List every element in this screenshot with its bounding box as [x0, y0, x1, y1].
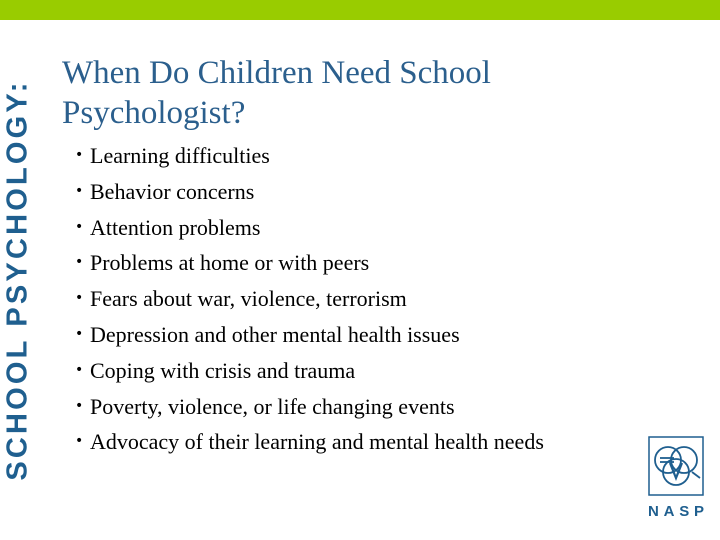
logo-letter: P	[693, 502, 704, 520]
logo-letter: A	[663, 502, 675, 520]
bullet-icon: •	[75, 433, 84, 450]
nasp-logo-letters	[648, 498, 704, 524]
bullet-icon: •	[75, 182, 84, 199]
bullet-item: • Advocacy of their learning and mental health needs	[75, 424, 715, 460]
bullet-item: • Poverty, violence, or life changing events	[75, 389, 715, 425]
bullet-item: • Depression and other mental health issues	[75, 317, 715, 353]
bullet-icon: •	[75, 147, 84, 163]
bullet-item: • Problems at home or with peers	[75, 245, 715, 281]
bullet-item: • Fears about war, violence, terrorism	[75, 281, 715, 317]
bullet-list	[75, 138, 715, 460]
logo-letter: N	[648, 502, 659, 520]
bullet-item: • Learning difficulties	[75, 138, 715, 174]
bullet-item: • Attention problems	[75, 210, 715, 246]
bullet-icon: •	[75, 218, 84, 235]
nasp-emblem-icon	[648, 436, 704, 496]
top-accent-bar	[0, 0, 720, 20]
side-banner	[0, 20, 36, 540]
bullet-icon: •	[75, 325, 84, 342]
bullet-item: • Behavior concerns	[75, 174, 715, 210]
nasp-logo	[648, 436, 704, 526]
side-banner-label: SCHOOL PSYCHOLOGY:	[1, 79, 34, 481]
slide-title: When Do Children Need School Psychologist?	[62, 55, 491, 131]
bullet-icon: •	[75, 290, 84, 307]
logo-letter: S	[679, 502, 690, 520]
bullet-icon: •	[75, 361, 84, 378]
bullet-icon: •	[75, 397, 84, 414]
bullet-icon: •	[75, 254, 84, 271]
bullet-item: • Coping with crisis and trauma	[75, 353, 715, 389]
